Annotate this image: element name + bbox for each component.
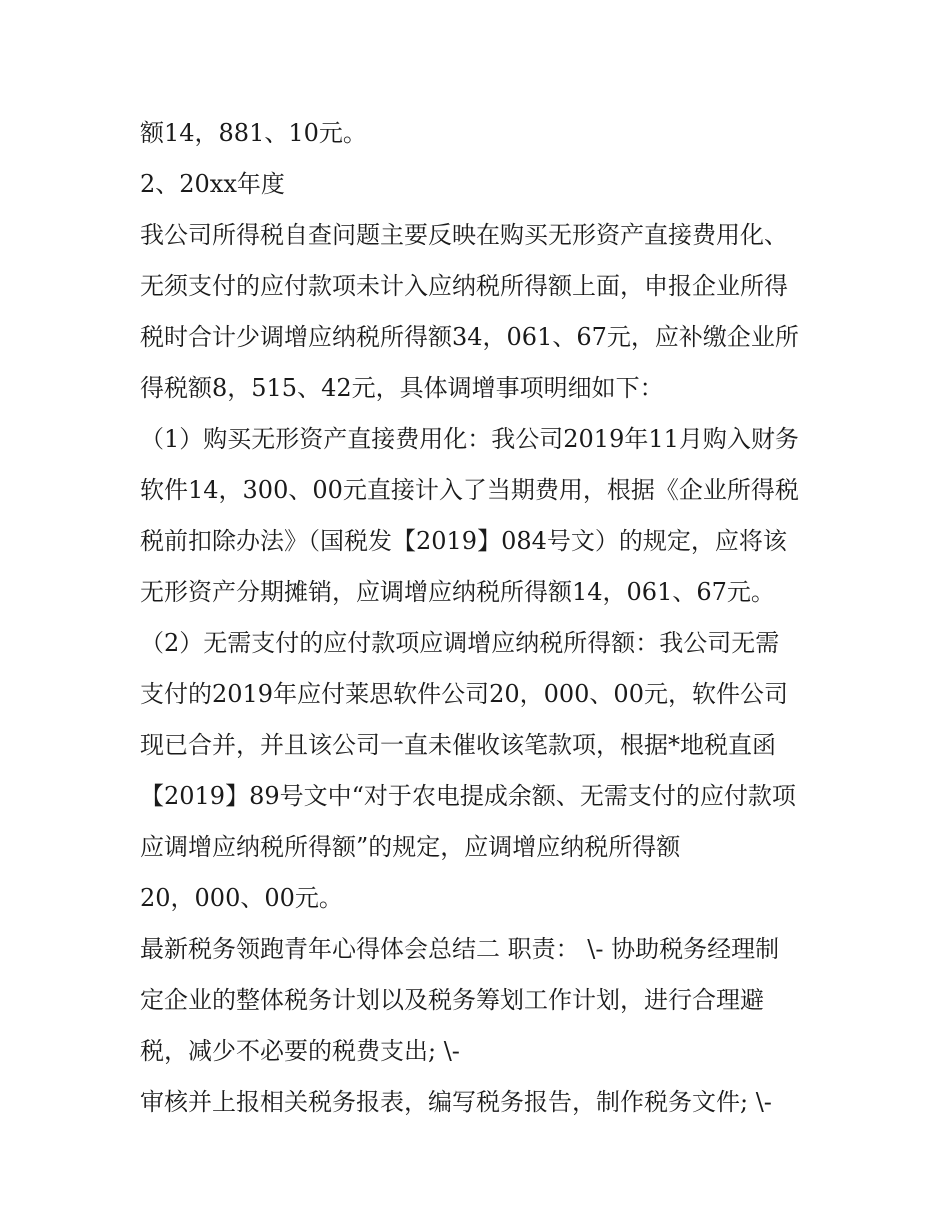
text-line-13: 现已合并，并且该公司一直未催收该笔款项，根据*地税直函 [140,731,776,759]
text-line-17: 最新税务领跑青年心得体会总结二 职责： \- 协助税务经理制 [140,935,780,963]
text-line-8: 软件14，300、00元直接计入了当期费用，根据《企业所得税 [140,476,799,504]
text-line-18: 定企业的整体税务计划以及税务筹划工作计划，进行合理避 [140,986,764,1014]
document-body [140,108,820,1128]
section-heading: 2、20xx年度 [140,170,285,198]
text-line-1: 额14，881、10元。 [140,119,367,147]
text-line-4: 无须支付的应付款项未计入应纳税所得额上面，申报企业所得 [140,272,788,300]
text-line-7: （1）购买无形资产直接费用化：我公司2019年11月购入财务 [140,425,799,453]
text-line-5: 税时合计少调增应纳税所得额34，061、67元，应补缴企业所 [140,323,799,351]
text-line-16: 20，000、00元。 [140,884,343,912]
text-line-6: 得税额8，515、42元，具体调增事项明细如下： [140,374,664,402]
text-line-12: 支付的2019年应付莱思软件公司20，000、00元，软件公司 [140,680,788,708]
text-line-11: （2）无需支付的应付款项应调增应纳税所得额：我公司无需 [140,629,780,657]
text-line-15: 应调增应纳税所得额”的规定，应调增应纳税所得额 [140,833,681,861]
text-line-3: 我公司所得税自查问题主要反映在购买无形资产直接费用化、 [140,221,788,249]
text-line-10: 无形资产分期摊销，应调增应纳税所得额14，061、67元。 [140,578,775,606]
text-line-19: 税，减少不必要的税费支出; \- [140,1037,460,1065]
text-line-14: 【2019】89号文中“对于农电提成余额、无需支付的应付款项 [140,782,796,810]
text-line-9: 税前扣除办法》（国税发【2019】084号文）的规定，应将该 [140,527,787,555]
text-line-20: 审核并上报相关税务报表，编写税务报告，制作税务文件; \- [140,1088,772,1116]
